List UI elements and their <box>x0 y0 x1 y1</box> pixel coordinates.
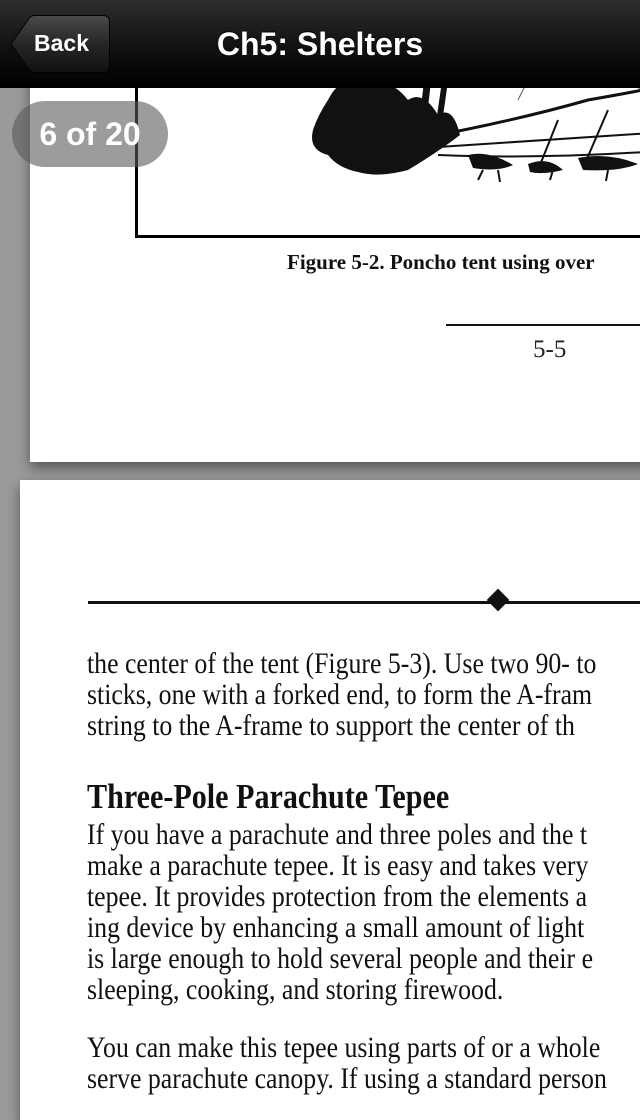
back-button-label: Back <box>34 30 89 56</box>
text-line: the center of the tent (Figure 5-3). Use two 90- to <box>87 647 597 680</box>
back-button[interactable] <box>10 15 110 73</box>
text-line: string to the A-frame to support the center of th <box>87 709 575 742</box>
header-divider-diamond <box>487 589 510 612</box>
text-line: sleeping, cooking, and storing firewood. <box>87 973 504 1006</box>
text-line: serve parachute canopy. If using a standard person <box>87 1062 607 1095</box>
page-counter: 6 of 20 <box>12 101 168 167</box>
page-number: 5-5 <box>533 336 567 363</box>
nav-title: Ch5: Shelters <box>216 26 424 62</box>
text-line: make a parachute tepee. It is easy and takes very <box>87 849 589 882</box>
page-footer-rule <box>446 324 640 326</box>
text-line: ing device by enhancing a small amount of light <box>87 911 585 944</box>
text-line: You can make this tepee using parts of or a whole <box>87 1031 601 1064</box>
text-line: If you have a parachute and three poles and the t <box>87 818 588 851</box>
text-line: sticks, one with a forked end, to form the A-fram <box>87 678 593 711</box>
paragraph-3 <box>87 1032 607 1094</box>
paragraph-2 <box>87 819 593 1005</box>
document-page-current[interactable] <box>20 480 640 1120</box>
section-heading: Three-Pole Parachute Tepee <box>87 777 450 816</box>
text-line: is large enough to hold several people and their e <box>87 942 594 975</box>
header-divider-line <box>88 601 640 604</box>
navigation-bar <box>0 0 640 88</box>
paragraph-1 <box>87 648 596 741</box>
figure-caption: Figure 5-2. Poncho tent using over <box>287 250 595 274</box>
text-line: tepee. It provides protection from the elements a <box>87 880 588 913</box>
